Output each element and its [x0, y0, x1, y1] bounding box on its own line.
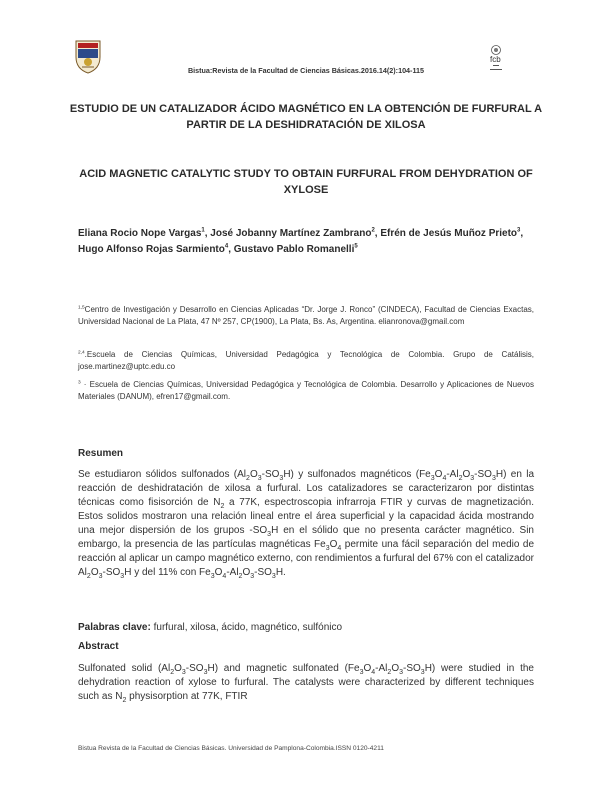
text-run: H) y sulfonados magnéticos (Fe — [283, 469, 431, 480]
text-run: H) were studied in the dehydration reaction of xylose to furfural. The catalysts were characterized by different techniques such as N — [78, 663, 534, 702]
text-run: O — [214, 567, 223, 578]
affiliation-text: .Escuela de Ciencias Químicas, Universidad Pedagógica y Tecnológica de Colombia. Grupo de Catálisis, jose.martinez@uptc.edu.co — [78, 350, 534, 371]
affiliation-marker: 1,5 — [78, 305, 85, 311]
text-run: -SO — [102, 567, 121, 578]
text-run: H) and magnetic sulfonated (Fe — [207, 663, 360, 674]
keywords-line — [78, 622, 342, 633]
chemical-subscript: 2 — [246, 475, 250, 482]
author-separator: , — [520, 228, 524, 239]
chemical-subscript: 3 — [257, 475, 262, 482]
author-name: Eliana Rocio Nope Vargas — [78, 228, 202, 239]
author-name: José Jobanny Martínez Zambrano — [210, 228, 372, 239]
text-run: O — [363, 663, 372, 674]
chemical-subscript: 3 — [267, 531, 272, 538]
chemical-subscript: 4 — [222, 573, 227, 580]
text-run: O — [242, 567, 251, 578]
keywords-text: furfural, xilosa, ácido, magnético, sulfónico — [150, 622, 343, 633]
author-name: Hugo Alfonso Rojas Sarmiento — [78, 244, 225, 255]
text-run: physisorption at 77K, FTIR — [126, 691, 248, 702]
abstract-heading: Abstract — [78, 641, 119, 652]
chemical-subscript: 4 — [442, 475, 447, 482]
text-run: O — [329, 539, 338, 550]
chemical-subscript: 3 — [491, 475, 496, 482]
title-english: ACID MAGNETIC CATALYTIC STUDY TO OBTAIN FURFURAL FROM DEHYDRATION OF XYLOSE — [79, 168, 533, 196]
chemical-subscript: 3 — [430, 475, 435, 482]
text-run: permite una fácil separación del medio de reacción al aplicar un campo magnético externo, con rendimientos a furfural del 67% con el catalizador Al — [78, 539, 535, 578]
keywords-label: Palabras clave: — [78, 622, 151, 633]
resumen-heading: Resumen — [78, 448, 124, 459]
chemical-subscript: 3 — [181, 669, 186, 676]
chemical-subscript: 3 — [120, 573, 125, 580]
author-affiliation-marker: 1 — [201, 227, 205, 234]
chemical-subscript: 3 — [203, 669, 208, 676]
chemical-subscript: 3 — [325, 545, 330, 552]
chemical-subscript: 3 — [399, 669, 403, 676]
text-run: -SO — [185, 663, 204, 674]
chemical-subscript: 3 — [210, 573, 215, 580]
authors-list — [78, 226, 534, 258]
text-run: -SO — [261, 469, 280, 480]
text-run: -SO — [474, 469, 492, 480]
author-affiliation-marker: 3 — [517, 227, 521, 234]
chemical-subscript: 3 — [250, 573, 255, 580]
text-run: O — [462, 469, 471, 480]
text-run: O — [249, 469, 258, 480]
affiliation-3 — [78, 379, 534, 403]
text-run: -SO — [403, 663, 421, 674]
text-run: -SO — [254, 567, 272, 578]
chemical-subscript: 3 — [279, 475, 284, 482]
chemical-subscript: 3 — [359, 669, 364, 676]
chemical-subscript: 3 — [470, 475, 475, 482]
affiliation-2 — [78, 349, 534, 373]
text-run: Sulfonated solid (Al — [78, 663, 171, 674]
affiliation-text: · Escuela de Ciencias Químicas, Universidad Pedagógica y Tecnológica de Colombia. Desarrollo y Aplicaciones de Nuevos Materiales (DANUM), efren17@gmail.com. — [78, 380, 534, 401]
author-separator: , — [374, 228, 381, 239]
chemical-subscript: 2 — [86, 573, 91, 580]
text-run: a 77K, espectroscopia infrarroja FTIR y curvas de magnetización. Estos solidos mostraron una relación lineal entre el área superficial y la capacidad ácida mostrando una mejor dispersión de los grupos -SO — [78, 497, 534, 536]
affiliation-1 — [78, 304, 534, 328]
text-run: -Al — [446, 469, 459, 480]
author-affiliation-marker: 2 — [371, 227, 375, 234]
text-run: -Al — [375, 663, 388, 674]
abstract-body — [78, 662, 534, 704]
author-name: Efrén de Jesús Muñoz Prieto — [380, 228, 518, 239]
text-run: O — [391, 663, 400, 674]
chemical-subscript: 2 — [238, 573, 243, 580]
author-separator: , — [204, 228, 211, 239]
chemical-subscript: 4 — [337, 545, 342, 552]
chemical-subscript: 2 — [122, 697, 127, 704]
text-run: H y del 11% con Fe — [124, 567, 211, 578]
author-separator: , — [228, 244, 234, 255]
chemical-subscript: 2 — [387, 669, 392, 676]
chemical-subscript: 2 — [458, 475, 463, 482]
affiliation-marker: 3 — [78, 380, 81, 386]
author-affiliation-marker: 5 — [354, 243, 358, 250]
text-run: H. — [275, 567, 286, 578]
journal-header: Bistua:Revista de la Facultad de Ciencias Básicas.2016.14(2):104-115 — [187, 66, 425, 75]
chemical-subscript: 3 — [98, 573, 103, 580]
chemical-subscript: 2 — [170, 669, 175, 676]
text-run: O — [434, 469, 443, 480]
text-run: H) en la reacción de deshidratación de xilosa a furfural. Los catalizadores se caracterizaron por distintas técnicas como fisisorción de N — [78, 469, 535, 508]
affiliation-text: Centro de Investigación y Desarrollo en Ciencias Aplicadas “Dr. Jorge J. Ronco” (CINDECA), Facultad de Ciencias Exactas, Universidad Nacional de La Plata, 47 Nº 257, CP(1900), La Plata, Bs. As, Argentina. elianronova@gmail.com — [78, 305, 534, 326]
text-run: O — [90, 567, 99, 578]
chemical-subscript: 2 — [220, 503, 225, 510]
resumen-body — [78, 468, 534, 580]
text-run: -Al — [226, 567, 239, 578]
affiliation-marker: 2,4 — [78, 350, 85, 356]
chemical-subscript: 3 — [420, 669, 425, 676]
text-run: H en el sólido que no presenta carácter magnético. Sin embargo, la presencia de las partículas magnéticas Fe — [78, 525, 534, 550]
chemical-subscript: 3 — [271, 573, 276, 580]
author-name: Gustavo Pablo Romanelli — [233, 244, 355, 255]
page-footer: Bistua Revista de la Facultad de Ciencias Básicas. Universidad de Pamplona-Colombia.ISSN 0120-4211 — [78, 745, 384, 752]
text-run: Se estudiaron sólidos sulfonados (Al — [78, 469, 247, 480]
title-spanish: ESTUDIO DE UN CATALIZADOR ÁCIDO MAGNÉTICO EN LA OBTENCIÓN DE FURFURAL A PARTIR DE LA DESHIDRATACIÓN DE XILOSA — [69, 103, 543, 131]
author-affiliation-marker: 4 — [224, 243, 229, 250]
chemical-subscript: 4 — [371, 669, 376, 676]
text-run: O — [174, 663, 182, 674]
fcb-logo-text: fcb — [490, 55, 501, 64]
